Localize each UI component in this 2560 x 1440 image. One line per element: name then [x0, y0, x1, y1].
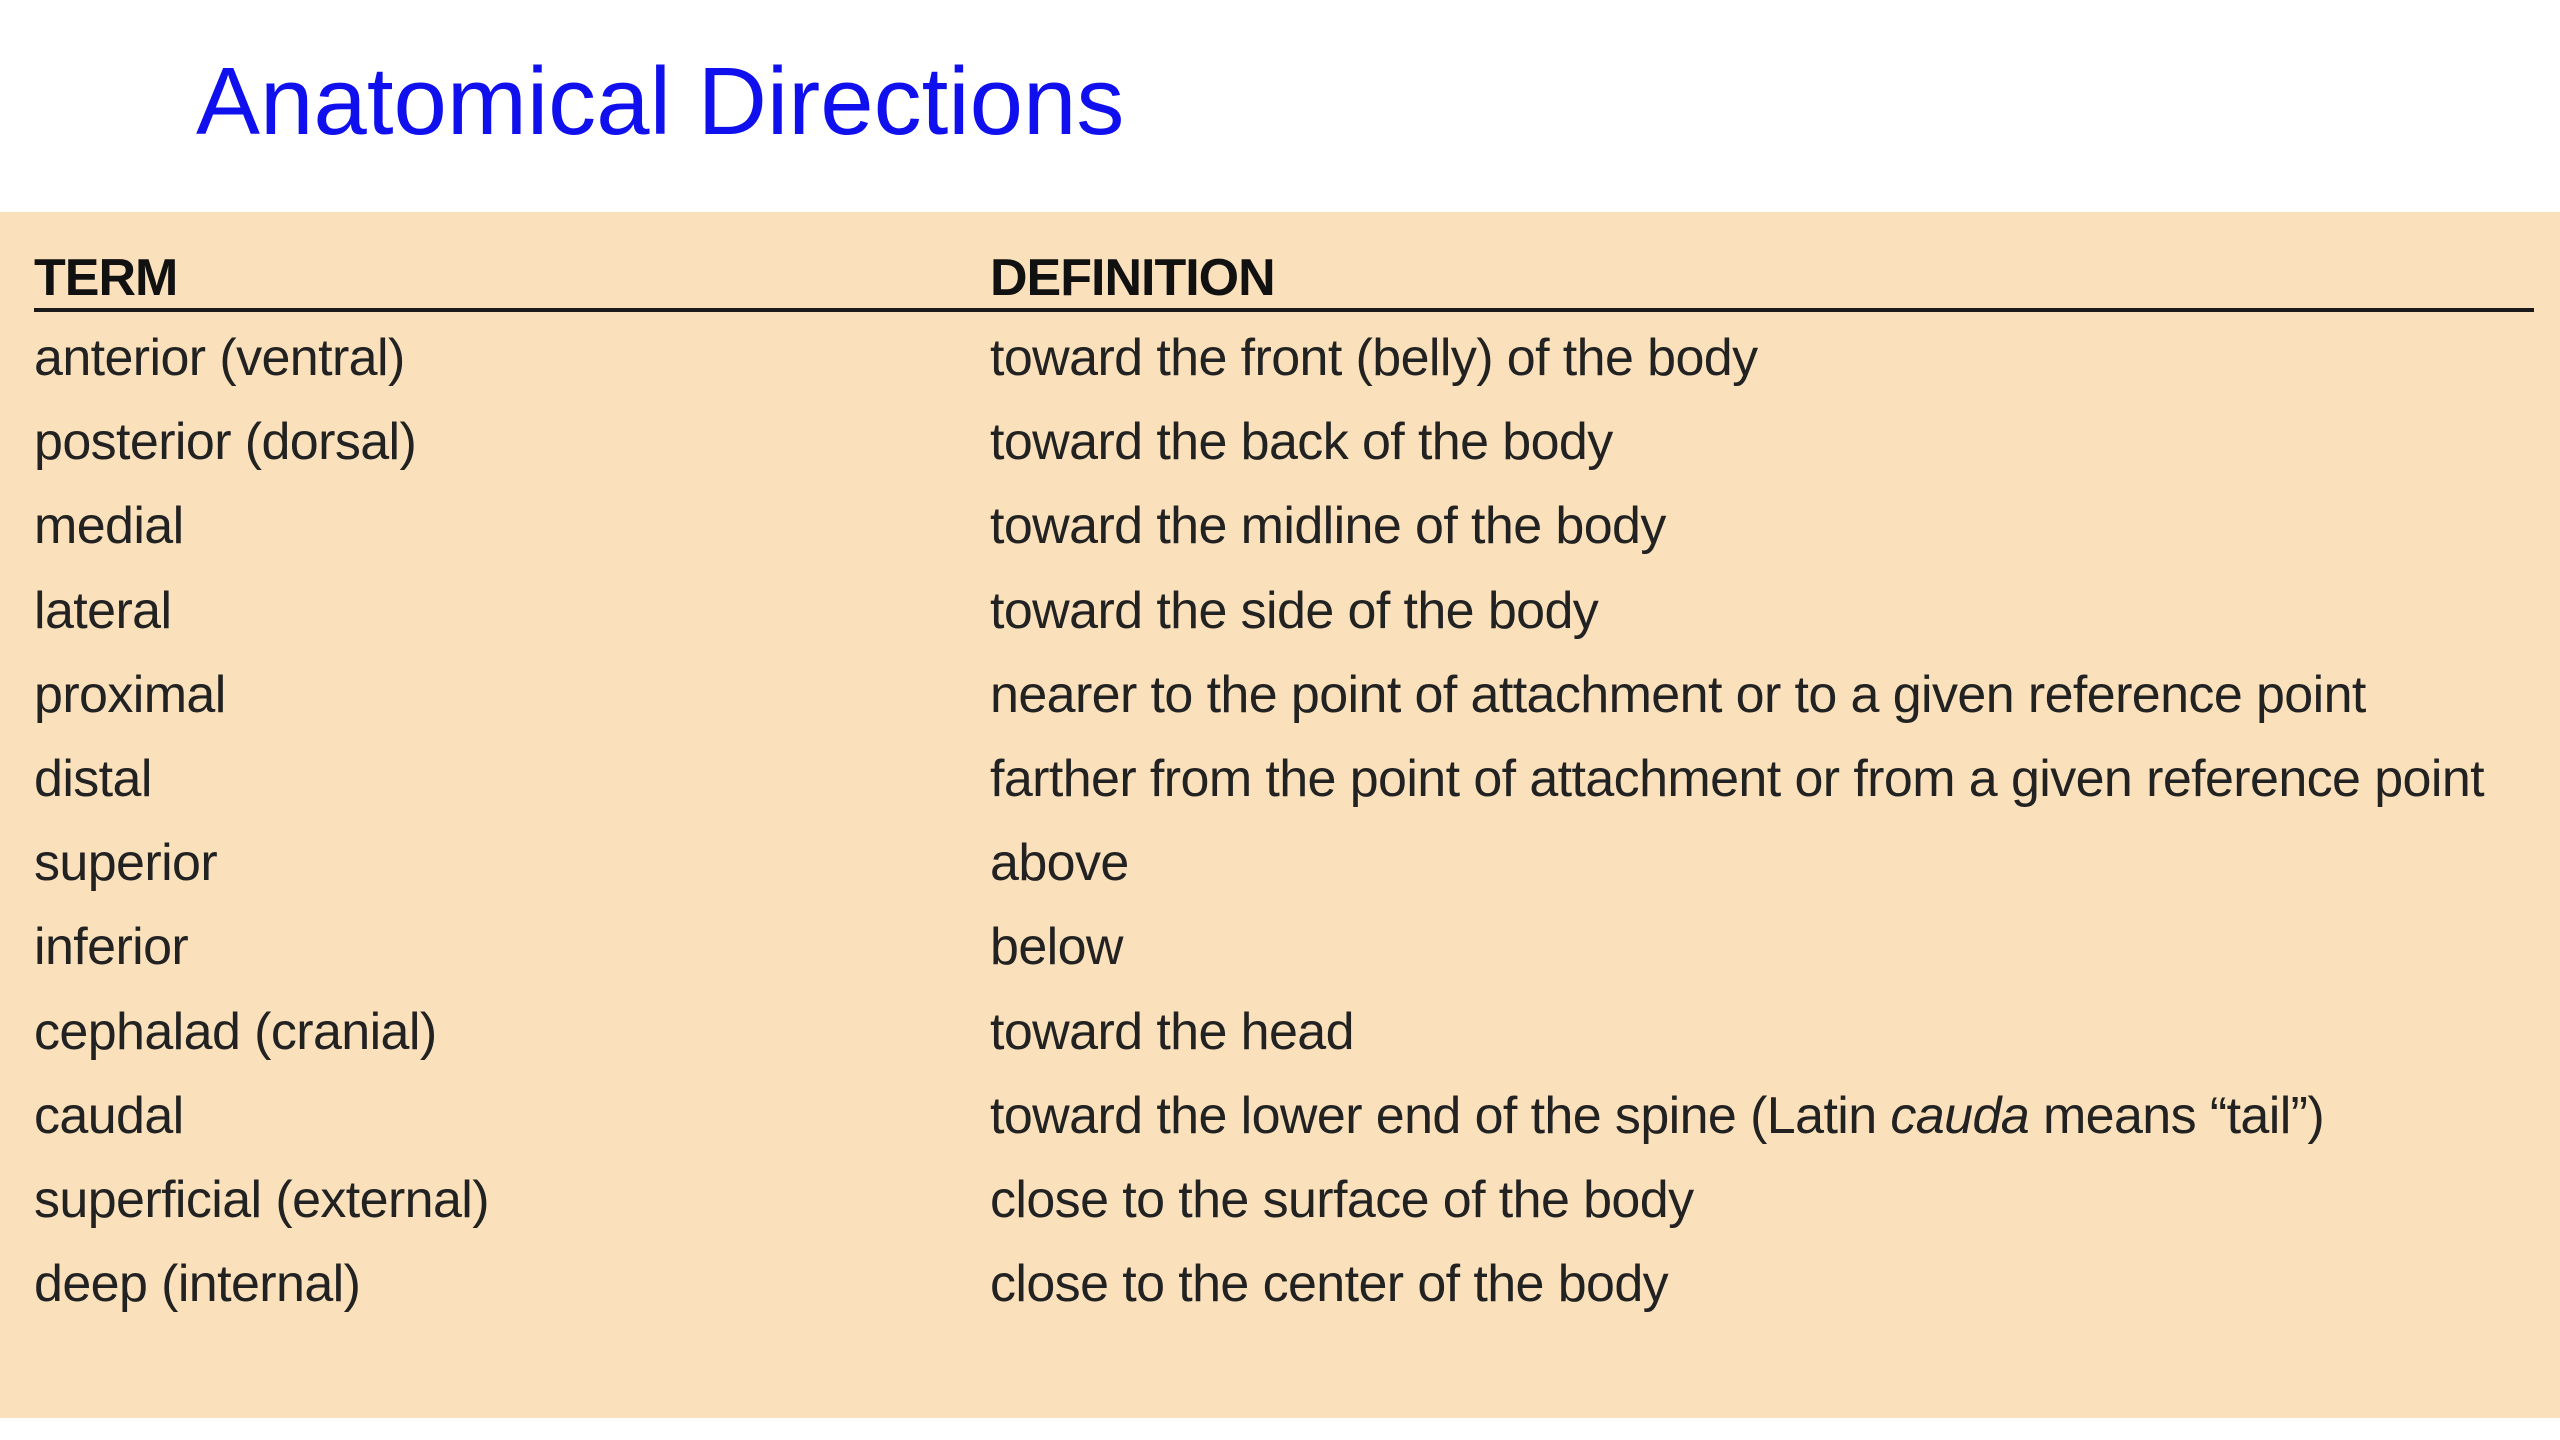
term-cell: medial: [34, 497, 184, 556]
table-row: [34, 905, 2534, 989]
definition-cell: [990, 1086, 2534, 1146]
definition-cell: farther from the point of attachment or from a given reference point: [990, 750, 2484, 809]
latin-word: cauda: [1890, 1086, 2030, 1145]
definition-cell: toward the side of the body: [990, 581, 1599, 640]
table-row: [34, 316, 2534, 400]
slide-title: Anatomical Directions: [196, 48, 1125, 155]
term-cell: inferior: [34, 918, 189, 977]
term-cell: deep (internal): [34, 1255, 361, 1314]
table-body: [34, 312, 2534, 1326]
table-row: [34, 569, 2534, 653]
table-row: [34, 400, 2534, 484]
table-row: [34, 737, 2534, 821]
definition-cell: toward the midline of the body: [990, 497, 1666, 556]
term-cell: cephalad (cranial): [34, 1002, 437, 1061]
term-cell: lateral: [34, 581, 172, 640]
definition-text: toward the lower end of the spine (Latin: [990, 1086, 1891, 1145]
term-cell: superficial (external): [34, 1170, 489, 1229]
definition-column-header: DEFINITION: [990, 249, 1275, 307]
term-cell: posterior (dorsal): [34, 413, 417, 472]
term-cell: anterior (ventral): [34, 329, 405, 388]
definition-cell: close to the center of the body: [990, 1255, 1669, 1314]
table-row: [34, 821, 2534, 905]
table-panel: [0, 212, 2560, 1418]
definition-text: means “tail”): [2029, 1086, 2325, 1145]
definition-cell: below: [990, 918, 1123, 977]
term-cell: superior: [34, 834, 218, 893]
term-cell: proximal: [34, 665, 226, 724]
definition-cell: toward the front (belly) of the body: [990, 329, 1758, 388]
term-cell: caudal: [34, 1086, 184, 1145]
definition-cell: toward the head: [990, 1002, 1354, 1061]
table-row: [34, 484, 2534, 568]
definition-cell: above: [990, 834, 1129, 893]
table-row: [34, 653, 2534, 737]
table-row: [34, 990, 2534, 1074]
table-row: [34, 1158, 2534, 1242]
term-column-header: TERM: [34, 249, 178, 307]
table-header-row: [34, 242, 2534, 312]
table-row: [34, 1074, 2534, 1158]
definition-cell: close to the surface of the body: [990, 1170, 1694, 1229]
definition-cell: nearer to the point of attachment or to a given reference point: [990, 665, 2366, 724]
anatomical-terms-table: [34, 242, 2534, 1326]
definition-cell: toward the back of the body: [990, 413, 1613, 472]
table-row: [34, 1242, 2534, 1326]
term-cell: distal: [34, 750, 152, 809]
